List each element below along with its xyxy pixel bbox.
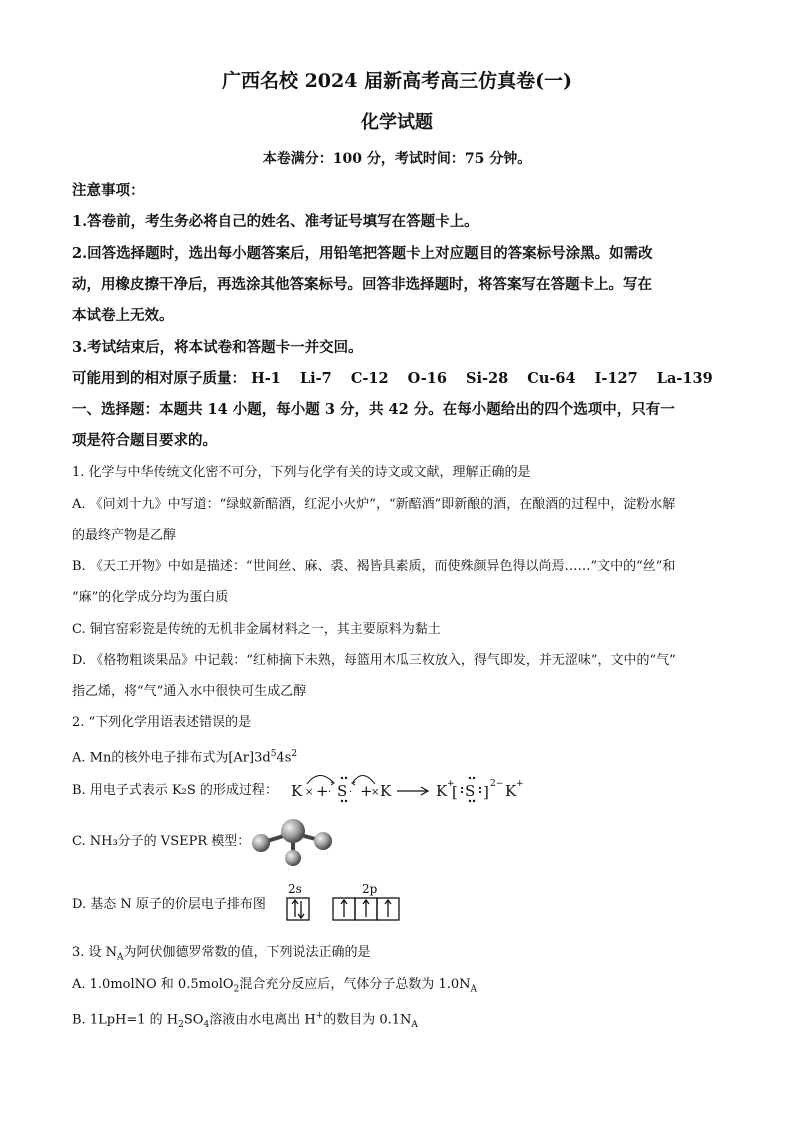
svg-text:K: K [380,782,392,800]
q3-b-sup: + [315,1011,324,1021]
atomic-mass-item: I-127 [594,370,638,387]
atomic-mass-item: H-1 [251,370,281,387]
q2-option-d-label: D. 基态 N 原子的价层电子排布图 [72,897,266,912]
note-1: 1.答卷前，考生务必将自己的姓名、准考证号填写在答题卡上。 [72,213,479,230]
q3-b-text-4: 的数目为 0.1N [323,1012,412,1028]
q3-b-sub-2: 4 [203,1019,210,1030]
svg-text:S: S [465,782,476,800]
svg-text:K: K [505,782,517,800]
q3-stem-text-2: 为阿伏伽德罗常数的值，下列说法正确的是 [123,945,371,960]
q3-a-sub-2: A [470,984,478,995]
section-1-line-1: 一、选择题：本题共 14 小题，每小题 3 分，共 42 分。在每小题给出的四个选项中，只有一 [72,401,675,418]
note-2-line-2: 动，用橡皮擦干净后，再选涂其他答案标号。回答非选择题时，将答案写在答题卡上。写在 [72,276,652,293]
label-2s: 2s [288,882,302,896]
q1-option-d-line-1: D. 《格物粗谈果品》中记载：“红柿摘下未熟，每篮用木瓜三枚放入，得气即发，并无涩味”，文中的“气” [72,653,676,668]
q3-stem [72,944,371,967]
q3-option-b [72,1007,418,1034]
q2-option-c-label: C. NH₃分子的 VSEPR 模型： [72,834,251,849]
q1-option-d-line-2: 指乙烯，将“气”通入水中很快可生成乙醇 [72,684,307,699]
svg-text:×: × [371,787,380,798]
q3-option-a [72,976,477,999]
q3-stem-text: 3. 设 N [72,945,118,960]
svg-text:K: K [436,782,448,800]
note-2-line-1: 2.回答选择题时，选出每小题答案后，用铅笔把答题卡上对应题目的答案标号涂黑。如需改 [72,245,653,262]
n-orbital-diagram [285,896,410,922]
q1-stem: 1. 化学与中华传统文化密不可分，下列与化学有关的诗文或文献，理解正确的是 [72,465,531,480]
q2-a-sup-2: 2 [291,749,298,759]
q1-option-c: C. 铜官窑彩瓷是传统的无机非金属材料之一，其主要原料为黏土 [72,622,441,637]
svg-text:+: + [360,782,373,800]
label-2p: 2p [362,882,378,896]
q3-b-sub-3: A [411,1019,418,1030]
atomic-mass-item: Si-28 [466,370,509,387]
q2-a-text-2: 4s [276,750,292,766]
exam-info: 本卷满分：100 分，考试时间：75 分钟。 [262,151,532,167]
atomic-mass-line [72,370,713,388]
q1-option-b-line-2: “麻”的化学成分均为蛋白质 [72,590,229,605]
q3-stem-sub: A [117,952,124,963]
nh3-vsepr-model [245,815,340,870]
svg-text:+: + [447,779,455,789]
svg-text:×: × [305,787,314,798]
q2-option-a [72,745,297,767]
svg-text:]: ] [483,783,489,801]
q1-option-a-line-2: 的最终产物是乙醇 [72,528,177,543]
section-1-line-2: 项是符合题目要求的。 [72,432,217,449]
atomic-mass-item: La-139 [656,370,713,387]
exam-title: 广西名校 2024 届新高考高三仿真卷(一) [221,70,573,92]
atomic-mass-item: O-16 [407,370,447,387]
q3-a-text-2: 混合充分反应后，气体分子总数为 1.0N [239,977,471,992]
q3-b-text-3: 溶液由水电离出 H [209,1012,316,1028]
q2-stem: 2. “下列化学用语表述错误的是 [72,715,252,730]
svg-text:+: + [316,782,329,800]
subject-title: 化学试题 [361,112,433,133]
atomic-mass-item: C-12 [350,370,389,387]
note-2-line-3: 本试卷上无效。 [72,307,174,324]
svg-text:+: + [516,779,524,789]
note-3: 3.考试结束后，将本试卷和答题卡一并交回。 [72,339,363,356]
q1-option-b-line-1: B. 《天工开物》中如是描述：“世间丝、麻、裘、褐皆具素质，而使殊颜异色得以尚焉……”文中的“丝”和 [72,559,676,574]
svg-text:S: S [337,782,348,800]
svg-text:·: · [349,787,353,798]
notes-heading: 注意事项： [72,182,145,199]
svg-text:·: · [328,787,332,798]
q3-b-text-2: SO [183,1012,204,1028]
q2-a-sup: 5 [270,749,277,759]
svg-text:K: K [291,782,303,800]
svg-text:2−: 2− [490,779,504,789]
svg-text:[: [ [452,783,458,801]
q3-b-sub: 2 [178,1019,184,1030]
q3-b-text: B. 1LpH=1 的 H [72,1012,179,1028]
q3-a-sub: 2 [233,984,240,995]
k2s-formation-diagram [287,770,537,808]
q3-a-text: A. 1.0molNO 和 0.5molO [72,977,234,992]
atomic-mass-item: Li-7 [299,370,332,387]
q1-option-a-line-1: A. 《问刘十九》中写道：“绿蚁新醅酒，红泥小火炉”，“新醅酒”即新酿的酒，在酿酒的过程中，淀粉水解 [72,497,676,512]
atomic-mass-label: 可能用到的相对原子质量： [72,370,246,387]
q2-a-text: A. Mn的核外电子排布式为[Ar]3d [72,750,271,766]
q2-option-b-label: B. 用电子式表示 K₂S 的形成过程： [72,783,278,798]
atomic-mass-item: Cu-64 [527,370,576,387]
